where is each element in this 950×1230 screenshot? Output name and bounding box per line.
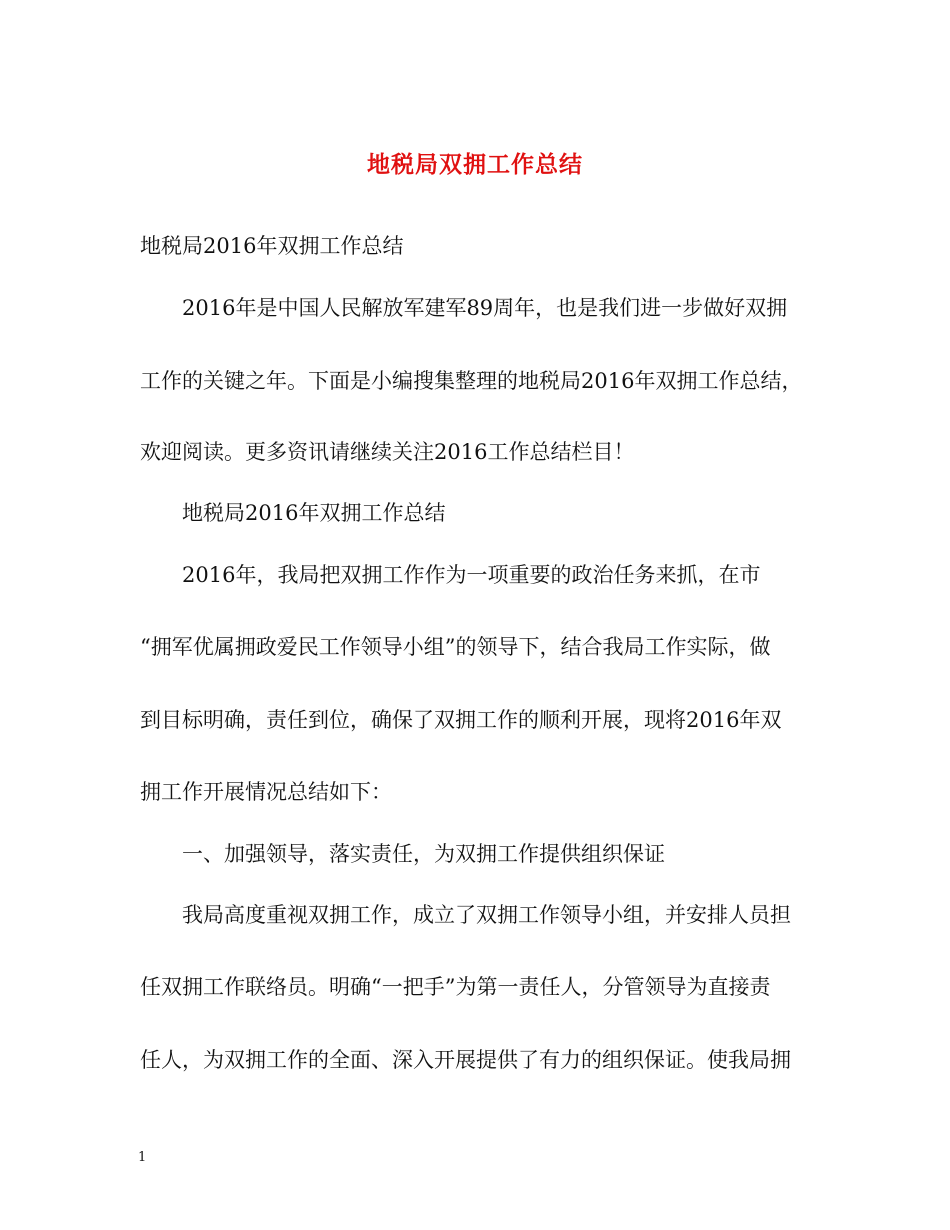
section-heading: 地税局2016年双拥工作总结: [182, 501, 446, 525]
paragraph-line: 欢迎阅读。更多资讯请继续关注2016工作总结栏目！: [140, 440, 635, 464]
paragraph-line: 2016年，我局把双拥工作作为一项重要的政治任务来抓，在市: [182, 563, 761, 587]
paragraph-line: 工作的关键之年。下面是小编搜集整理的地税局2016年双拥工作总结，: [140, 369, 803, 393]
paragraph-line: “拥军优属拥政爱民工作领导小组”的领导下，结合我局工作实际，做: [140, 635, 771, 659]
paragraph-line: 任双拥工作联络员。明确“一把手”为第一责任人，分管领导为直接责: [140, 975, 771, 999]
paragraph-line: 2016年是中国人民解放军建军89周年，也是我们进一步做好双拥: [182, 296, 788, 320]
subtitle-line: 地税局2016年双拥工作总结: [140, 234, 404, 258]
section-heading: 一、加强领导，落实责任，为双拥工作提供组织保证: [182, 842, 665, 866]
paragraph-line: 任人，为双拥工作的全面、深入开展提供了有力的组织保证。使我局拥: [140, 1048, 791, 1072]
paragraph-line: 到目标明确，责任到位，确保了双拥工作的顺利开展，现将2016年双: [140, 708, 782, 732]
paragraph-line: 我局高度重视双拥工作，成立了双拥工作领导小组，并安排人员担: [182, 903, 791, 927]
paragraph-line: 拥工作开展情况总结如下：: [140, 780, 392, 804]
document-title: 地税局双拥工作总结: [367, 151, 583, 178]
page-number: 1: [138, 1150, 147, 1165]
